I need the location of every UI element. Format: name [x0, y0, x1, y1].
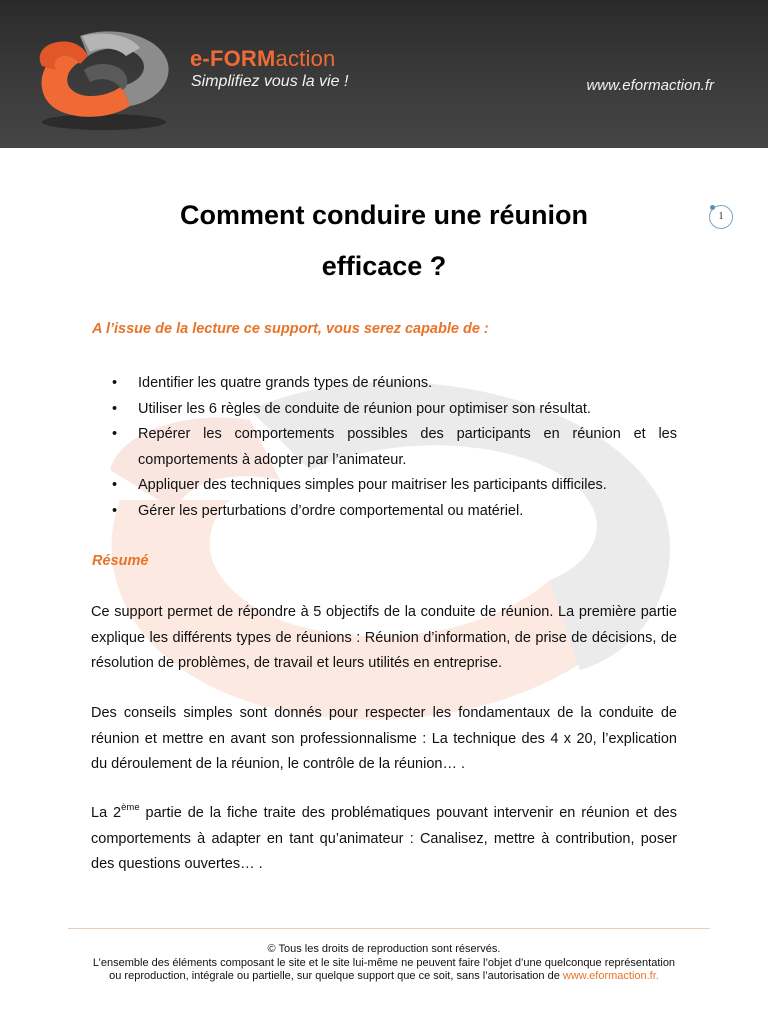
objective-item: • Identifier les quatre grands types de réunions. [92, 371, 677, 397]
resume-heading: Résumé [92, 553, 149, 569]
objectives-list [92, 371, 677, 524]
brand-name [190, 46, 335, 72]
summary-paragraph-1: Ce support permet de répondre à 5 objectifs de la conduite de réunion. La première partie explique les différents types de réunions : Réunion d’information, de prise de décisions, de résolution de problèmes, de travail et leurs utilités en entreprise. [91, 604, 677, 671]
footer-divider [68, 928, 710, 929]
objective-item: • Appliquer des techniques simples pour maitriser les participants difficiles. [92, 473, 677, 499]
paragraph-3-prefix: La 2 [91, 805, 122, 821]
title-line-2: efficace ? [321, 251, 447, 281]
footer-line-2: L’ensemble des éléments composant le site et le site lui-même ne peuvent faire l’objet d’une quelconque représentation [92, 956, 676, 969]
footer-line-3: ou reproduction, intégrale ou partielle, sur quelque support que ce soit, sans l’autorisation de [109, 970, 563, 982]
objective-item: • Repérer les comportements possibles des participants en réunion et les comportements à adopter par l’animateur. [92, 422, 677, 473]
title-line-1: Comment conduire une réunion [179, 200, 589, 230]
page-number-badge: 1 [709, 205, 733, 229]
header-banner [0, 0, 768, 148]
brand-rest: action [275, 46, 336, 71]
objectives-intro: A l’issue de la lecture ce support, vous serez capable de : [92, 321, 489, 337]
ordinal-superscript: ème [121, 802, 140, 813]
footer-site-link[interactable]: www.eformaction.fr. [562, 970, 659, 982]
brand-tagline: Simplifiez vous la vie ! [191, 73, 349, 90]
eformaction-logo [22, 22, 182, 132]
brand-bold: e-FORM [190, 46, 276, 71]
objective-item: • Utiliser les 6 règles de conduite de réunion pour optimiser son résultat. [92, 397, 677, 423]
document-title [90, 190, 678, 292]
header-site-url[interactable]: www.eformaction.fr [586, 77, 714, 94]
objective-item: • Gérer les perturbations d’ordre comportemental ou matériel. [92, 499, 677, 525]
footer-line-1: © Tous les droits de reproduction sont réservés. [267, 943, 501, 955]
summary-paragraph-2: Des conseils simples sont donnés pour respecter les fondamentaux de la conduite de réunion et mettre en avant son professionnalisme : La technique des 4 x 20, l’explication du déroulement de la réunion, le contrôle de la réunion… . [91, 705, 677, 772]
copyright-footer [40, 943, 728, 984]
paragraph-3-text: partie de la fiche traite des problématiques pouvant intervenir en réunion et des comportements à adapter en tant qu’animateur : Canalisez, mettre à contribution, poser des questions ouvertes… . [91, 805, 677, 872]
summary-paragraph-3 [91, 801, 677, 878]
